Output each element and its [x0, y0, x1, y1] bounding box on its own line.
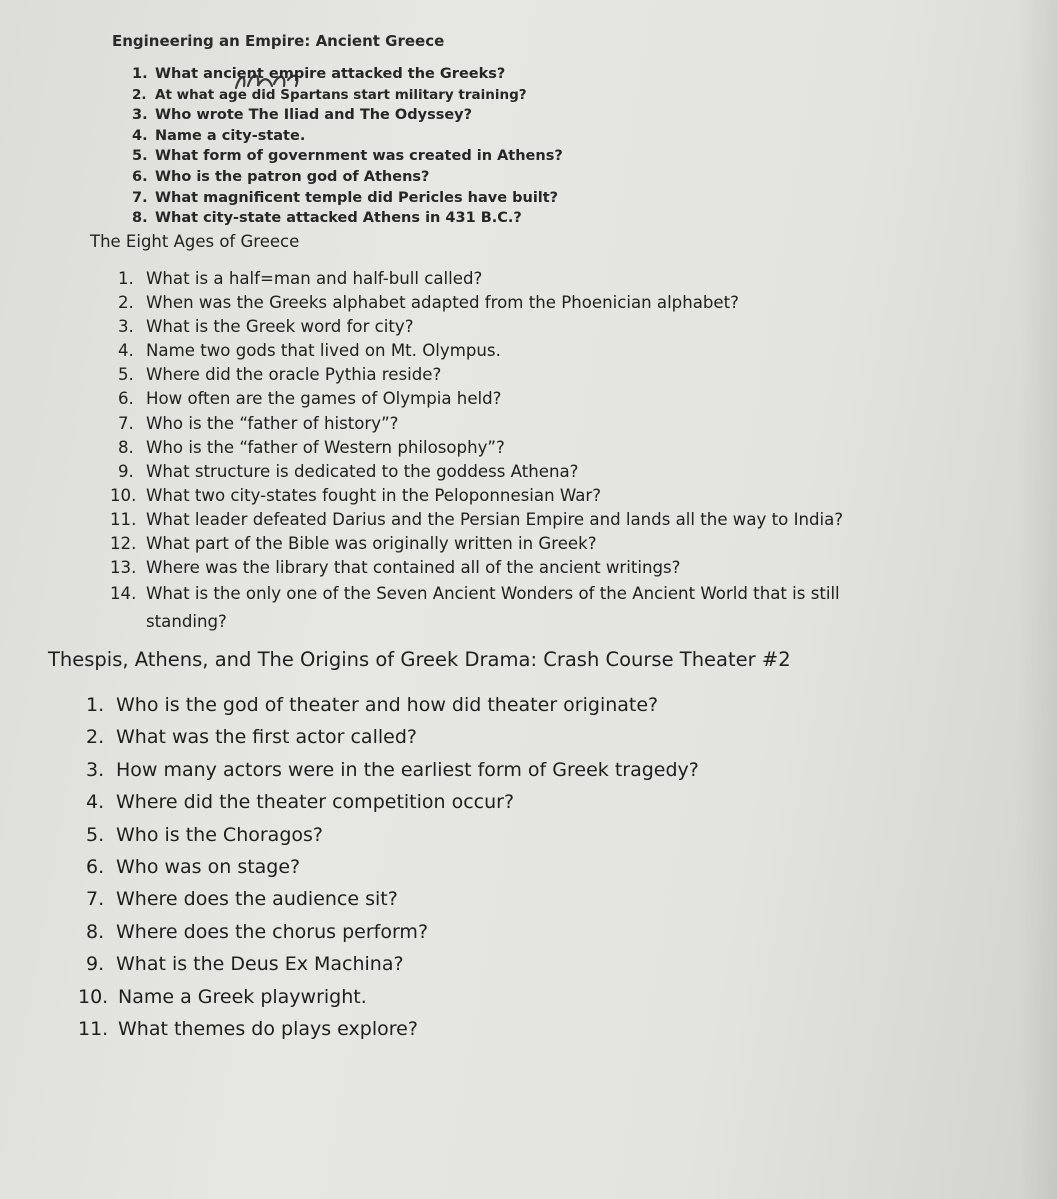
question-item [86, 786, 791, 818]
question-item [78, 981, 791, 1013]
question-text: What magnificent temple did Pericles have built? [155, 189, 559, 206]
question-text: What is the Deus Ex Machina? [116, 953, 404, 976]
question-text: What form of government was created in Athens? [155, 148, 563, 165]
question-number: 9. [86, 953, 105, 976]
question-text: Who is the “father of Western philosophy”? [146, 437, 505, 457]
question-item [86, 883, 791, 915]
question-text: Name a city-state. [155, 127, 306, 144]
question-number: 6. [118, 389, 134, 409]
question-text-continuation: standing? [146, 612, 227, 632]
question-number: 11. [110, 509, 137, 529]
page-edge-shadow [1017, 0, 1057, 1199]
question-number: 3. [86, 758, 105, 781]
question-text: When was the Greeks alphabet adapted from the Phoenician alphabet? [146, 293, 739, 313]
question-item [132, 167, 563, 188]
question-text: Who is the patron god of Athens? [155, 168, 430, 185]
question-text: What city-state attacked Athens in 431 B.C.? [155, 210, 522, 227]
question-number: 9. [118, 461, 134, 481]
question-item [118, 315, 843, 339]
question-text: At what age did Spartans start military training? [155, 86, 527, 103]
question-number: 4. [118, 341, 134, 361]
section-heading: Engineering an Empire: Ancient Greece [112, 32, 445, 50]
question-text: Name a Greek playwright. [118, 985, 367, 1008]
question-item [132, 188, 563, 209]
question-item [110, 484, 843, 508]
question-item [118, 387, 843, 411]
section-eight-ages-of-greece [90, 232, 843, 636]
question-number: 7. [86, 888, 105, 911]
question-text: Name two gods that lived on Mt. Olympus. [146, 341, 501, 361]
question-number: 4. [86, 791, 105, 814]
question-item [110, 556, 843, 580]
question-text: Where did the theater competition occur? [116, 791, 515, 814]
question-text: What is a half=man and half-bull called? [146, 269, 483, 288]
question-item [86, 948, 791, 980]
question-number: 2. [86, 726, 105, 749]
question-number: 8. [118, 437, 134, 457]
question-list [78, 689, 791, 1045]
question-number: 14. [110, 584, 137, 604]
question-item [118, 267, 843, 291]
question-number: 3. [132, 107, 148, 124]
question-number: 12. [110, 534, 137, 554]
question-item [86, 851, 791, 883]
question-text: How many actors were in the earliest form of Greek tragedy? [116, 758, 699, 781]
question-number: 7. [132, 189, 148, 206]
question-text: What leader defeated Darius and the Persian Empire and lands all the way to India? [146, 509, 844, 529]
question-number: 6. [86, 856, 105, 879]
question-item [86, 754, 791, 786]
question-number: 6. [132, 168, 148, 185]
question-text: What is the Greek word for city? [146, 317, 414, 337]
question-number: 5. [86, 823, 105, 846]
question-number: 5. [118, 365, 134, 385]
question-text: Who is the Choragos? [116, 823, 323, 846]
question-item [132, 208, 563, 229]
section-heading: The Eight Ages of Greece [90, 232, 300, 251]
question-item [132, 64, 563, 85]
question-item [110, 580, 843, 636]
question-text: What ancient empire attacked the Greeks? [155, 66, 506, 82]
question-text: What two city-states fought in the Peloponnesian War? [146, 485, 602, 505]
question-number: 2. [118, 293, 134, 313]
question-item [86, 721, 791, 753]
question-text: Who wrote The Iliad and The Odyssey? [155, 107, 473, 124]
question-item [78, 1013, 791, 1045]
question-number: 13. [110, 558, 137, 578]
question-item [110, 532, 843, 556]
question-item [86, 916, 791, 948]
question-text: What part of the Bible was originally written in Greek? [146, 534, 597, 554]
question-item [132, 146, 563, 167]
question-number: 10. [78, 985, 109, 1008]
question-number: 8. [132, 210, 148, 227]
question-number: 2. [132, 86, 147, 103]
question-text: Who was on stage? [116, 856, 301, 879]
question-list [110, 267, 844, 636]
question-text: Who is the “father of history”? [146, 413, 399, 433]
section-greek-drama [48, 648, 791, 1045]
question-number: 11. [78, 1018, 109, 1041]
question-item [86, 819, 791, 851]
question-number: 5. [132, 148, 148, 165]
section-engineering-an-empire [112, 32, 563, 229]
question-item [118, 412, 843, 436]
question-item [86, 689, 791, 721]
question-item [118, 339, 843, 363]
question-item [118, 291, 843, 315]
question-item [132, 126, 563, 147]
question-text: What was the first actor called? [116, 726, 417, 749]
question-number: 1. [132, 66, 148, 82]
question-number: 10. [110, 485, 137, 505]
question-text: Where was the library that contained all of the ancient writings? [146, 558, 681, 578]
question-number: 7. [118, 413, 134, 433]
question-item [118, 436, 843, 460]
question-item [110, 508, 843, 532]
section-heading: Thespis, Athens, and The Origins of Greek Drama: Crash Course Theater #2 [48, 648, 791, 671]
question-text: What is the only one of the Seven Ancient Wonders of the Ancient World that is still [146, 584, 840, 604]
question-text: Where does the audience sit? [116, 888, 398, 911]
question-text: Where does the chorus perform? [116, 920, 429, 943]
question-text: Who is the god of theater and how did theater originate? [116, 694, 659, 716]
question-number: 1. [118, 269, 134, 288]
question-number: 3. [118, 317, 134, 337]
question-text: Where did the oracle Pythia reside? [146, 365, 442, 385]
question-item [132, 105, 563, 126]
question-text: What themes do plays explore? [118, 1018, 418, 1041]
question-number: 4. [132, 127, 148, 144]
question-text: How often are the games of Olympia held? [146, 389, 502, 409]
question-number: 8. [86, 920, 105, 943]
question-item [118, 363, 843, 387]
question-text: What structure is dedicated to the goddess Athena? [146, 461, 579, 481]
question-list [132, 64, 563, 229]
question-item [132, 85, 563, 106]
question-number: 1. [86, 694, 105, 716]
question-item [118, 460, 843, 484]
